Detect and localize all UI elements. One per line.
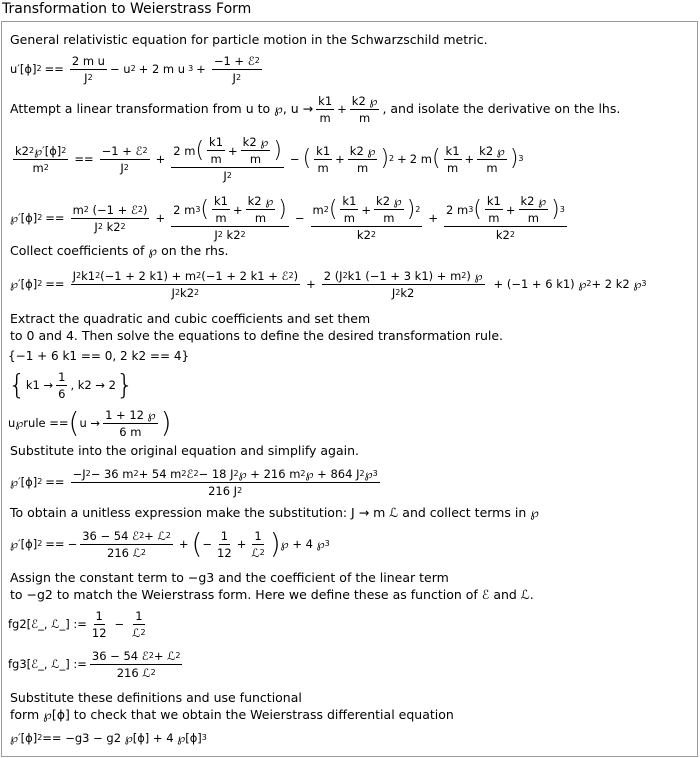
eq1-mid2: + 2 m u — [138, 62, 186, 76]
eq1-lhs: u′[ϕ] — [10, 62, 37, 76]
eq1-eq: == — [44, 62, 64, 76]
equation-weierstrass: ℘′[ϕ] 2 == −g3 − g2 ℘[ϕ] + 4 ℘[ϕ] 3 — [10, 731, 207, 745]
text-unitless: To obtain a unitless expression make the substitution: J → m ℒ and collect terms in ℘ — [10, 505, 539, 520]
text-collect: Collect coefficients of ℘ on the rhs. — [10, 243, 229, 258]
equation-uprule: u℘rule == ( u → 1 + 12 ℘ 6 m ) — [8, 406, 172, 439]
equation-isolated: ℘′[ϕ] 2 == m 2 (−1 + ℰ 2 ) J 2 k2 2 + 2 m 3 ( k1 m + $\frac{k2 ℘}{m}$ ) J 2 k2 2 − m 2 ( k1 m + $\frac{k2 ℘}{m}$ ) 2 k2 2 + 2 m 3 ( k1 m + $\frac{k2 ℘}{m}$ ) 3 k2 2 — [10, 194, 565, 242]
eq1-frac1: 2 m u J 2 — [71, 53, 105, 85]
equation-solution: { k1 → 1 6 , k2 → 2 } — [8, 368, 134, 401]
text-extract-2: to 0 and 4. Then solve the equations to define the desired transformation rule. — [10, 328, 504, 343]
equation-fg3: fg3[ℰ_, ℒ_] := 36 − 54 ℰ 2 + ℒ 2 216 ℒ 2 — [8, 648, 181, 680]
text-assign-1: Assign the constant term to −g3 and the coefficient of the linear term — [10, 570, 449, 585]
text-substitute: Substitute into the original equation and simplify again. — [10, 443, 359, 458]
equation-system: {−1 + 6 k1 == 0, 2 k2 == 4} — [8, 349, 190, 363]
text-intro: General relativistic equation for particle motion in the Schwarzschild metric. — [10, 32, 488, 47]
equation-simplified: ℘′[ϕ] 2 == −J 2 − 36 m 2 + 54 m 2 ℰ 2 − 18 J 2 ℘ + 216 m 2 ℘ + 864 J 2 ℘ 3 216 J 2 — [10, 466, 378, 498]
text-check-2: form ℘[ϕ] to check that we obtain the Weierstrass differential equation — [10, 707, 454, 722]
window-title: Transformation to Weierstrass Form — [2, 1, 252, 17]
equation-fg2: fg2[ℰ_, ℒ_] := $\frac{1}{12}$ − 1 ℒ 2 — [8, 608, 146, 640]
equation-geodesic: u′[ϕ] 2 == 2 m u J 2 − u 2 + 2 m u 3 + −1 + ℰ 2 J 2 — [10, 53, 260, 85]
text-extract-1: Extract the quadratic and cubic coefficients and set them — [10, 311, 371, 326]
equation-collected: ℘′[ϕ] 2 == J 2 k1 2 (−1 + 2 k1) + m 2 (−1 + 2 k1 + ℰ 2 ) J 2 k2 2 + 2 (J 2 k1 (−1 + 3 k1) + m 2 ) ℘ J 2 k2 + (−1 + 6 k1) ℘ 2 + 2 k2 ℘ 3 — [10, 268, 647, 300]
eq1-mid1: − u — [109, 62, 131, 76]
equation-transformed: k2 2 ℘′[ϕ] 2 m 2 == −1 + ℰ 2 J 2 + 2 m ( k1 m + $\frac{k2 ℘}{m}$ ) J 2 − ( k1 m + $\frac{k2 ℘}{m}$ ) 2 + 2 m ( k1 m + $\frac{k2 ℘}{m}$ ) 3 — [15, 135, 524, 183]
equation-unitless: ℘′[ϕ] 2 == − 36 − 54 ℰ 2 + ℒ 2 216 ℒ 2 + ( − $\frac{1}{12}$ + 1 ℒ 2 ) ℘ + 4 ℘ 3 — [10, 527, 330, 560]
text-transform: Attempt a linear transformation from u to ℘, u → k1 m + $\frac{k2 ℘}{m}$ , and isolate the derivative on the lhs. — [10, 93, 621, 125]
text-check-1: Substitute these definitions and use functional — [10, 690, 302, 705]
eq1-frac2: −1 + ℰ 2 J 2 — [213, 53, 260, 85]
text-assign-2: to −g2 to match the Weierstrass form. Here we define these as function of ℰ and ℒ. — [10, 587, 534, 602]
